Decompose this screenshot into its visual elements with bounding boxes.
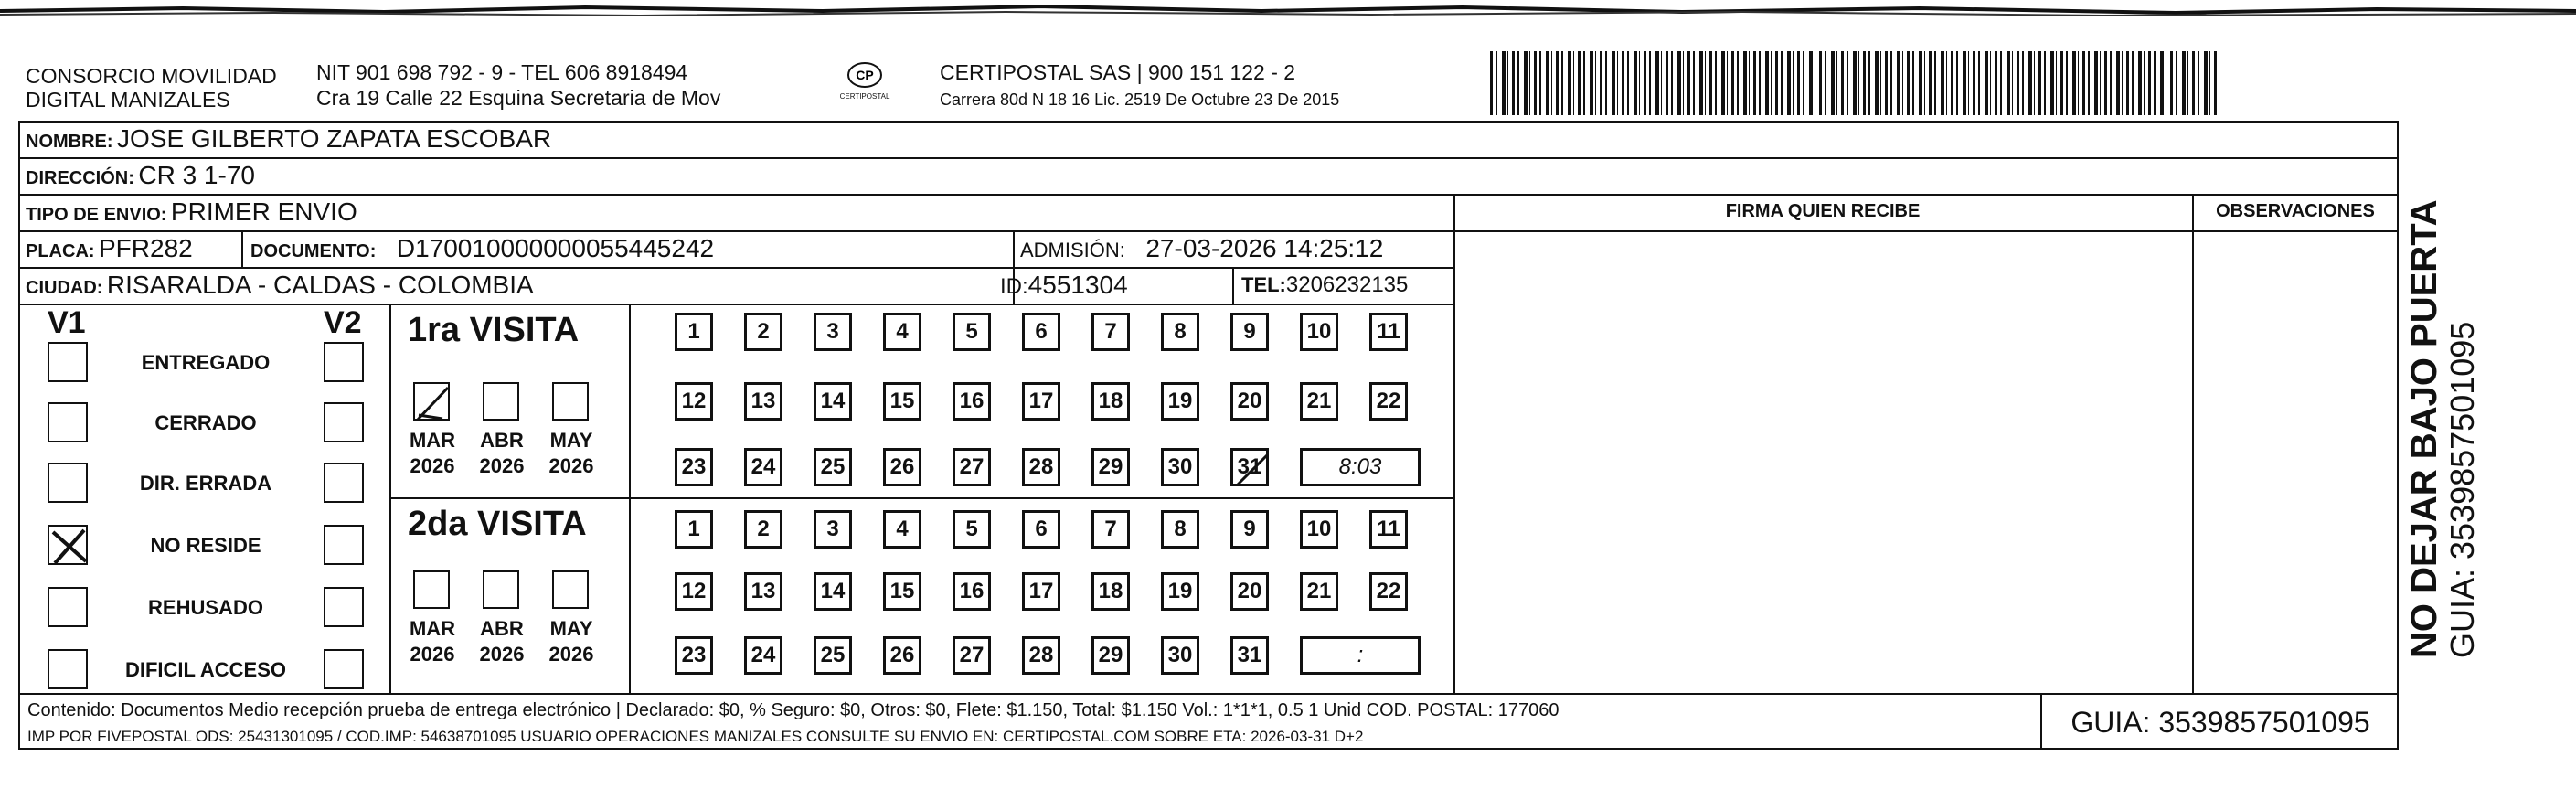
day-box[interactable]: 21 bbox=[1300, 572, 1338, 611]
tel-value: 3206232135 bbox=[1285, 272, 1409, 297]
documento-field bbox=[250, 234, 714, 263]
day-box[interactable]: 20 bbox=[1230, 572, 1269, 611]
torn-edge bbox=[0, 0, 2576, 27]
certipostal-logo bbox=[830, 60, 899, 101]
admision-label: ADMISIÓN: bbox=[1020, 239, 1125, 261]
side-text bbox=[2404, 110, 2481, 658]
day-box[interactable]: 5 bbox=[953, 510, 991, 549]
month-label: MAR bbox=[409, 617, 456, 640]
company-line1: CONSORCIO MOVILIDAD bbox=[26, 64, 277, 88]
day-box[interactable]: 12 bbox=[675, 382, 713, 421]
month-checkbox[interactable] bbox=[413, 382, 450, 421]
side-notice: NO DEJAR BAJO PUERTA bbox=[2404, 199, 2444, 658]
day-box[interactable]: 29 bbox=[1091, 636, 1130, 675]
carrier-info bbox=[940, 60, 1339, 110]
visit-time-box[interactable]: : bbox=[1300, 636, 1421, 675]
month-checkbox[interactable] bbox=[483, 570, 519, 609]
day-box[interactable]: 15 bbox=[883, 572, 921, 611]
day-box[interactable]: 19 bbox=[1161, 572, 1199, 611]
day-box[interactable]: 4 bbox=[883, 313, 921, 351]
admision-value: 27-03-2026 14:25:12 bbox=[1145, 234, 1384, 262]
col-divider bbox=[241, 230, 243, 267]
v1-checkbox[interactable] bbox=[48, 649, 88, 689]
v1-checkbox[interactable] bbox=[48, 402, 88, 442]
second-visit-title: 2da VISITA bbox=[408, 505, 587, 543]
month-checkbox[interactable] bbox=[483, 382, 519, 421]
day-box[interactable]: 7 bbox=[1091, 510, 1130, 549]
direccion-value: CR 3 1-70 bbox=[138, 161, 255, 189]
status-label: ENTREGADO bbox=[141, 351, 271, 374]
day-box[interactable]: 4 bbox=[883, 510, 921, 549]
day-box[interactable]: 24 bbox=[744, 448, 782, 486]
day-box[interactable]: 12 bbox=[675, 572, 713, 611]
nombre-field bbox=[26, 124, 551, 154]
month-year: 2026 bbox=[479, 643, 525, 666]
day-box[interactable]: 26 bbox=[883, 636, 921, 675]
v2-checkbox[interactable] bbox=[324, 649, 364, 689]
nit-line: NIT 901 698 792 - 9 - TEL 606 8918494 bbox=[316, 60, 688, 84]
company-contact bbox=[316, 60, 720, 110]
day-box[interactable]: 30 bbox=[1161, 448, 1199, 486]
month-year: 2026 bbox=[410, 454, 455, 477]
month-year: 2026 bbox=[548, 454, 594, 477]
day-mark bbox=[1233, 451, 1272, 489]
tipo-envio-field bbox=[26, 197, 357, 227]
day-box[interactable]: 16 bbox=[953, 572, 991, 611]
placa-field bbox=[26, 234, 193, 263]
day-box[interactable]: 15 bbox=[883, 382, 921, 421]
day-box[interactable]: 11 bbox=[1369, 313, 1408, 351]
day-box[interactable]: 26 bbox=[883, 448, 921, 486]
v2-header: V2 bbox=[324, 305, 362, 340]
footer-imp-line: IMP POR FIVEPOSTAL ODS: 25431301095 / COD.IMP: 54638701095 USUARIO OPERACIONES MANIZALES CONSULTE SU ENVIO EN: CERTIPOSTAL.COM SOBRE ETA: 2026-03-31 D+2 bbox=[27, 728, 1364, 745]
day-box[interactable]: 31 bbox=[1230, 448, 1269, 486]
col-divider bbox=[1453, 194, 1455, 693]
status-label: DIR. ERRADA bbox=[139, 472, 272, 495]
day-box[interactable]: 24 bbox=[744, 636, 782, 675]
month-checkbox[interactable] bbox=[552, 570, 589, 609]
col-divider bbox=[2192, 194, 2194, 693]
v2-checkbox[interactable] bbox=[324, 587, 364, 627]
month-label: MAR bbox=[409, 429, 456, 452]
ciudad-label: CIUDAD: bbox=[26, 278, 103, 298]
v1-checkbox[interactable] bbox=[48, 463, 88, 503]
row-divider bbox=[18, 267, 1453, 269]
day-box[interactable]: 27 bbox=[953, 636, 991, 675]
logo-icon bbox=[845, 60, 885, 90]
day-box[interactable]: 27 bbox=[953, 448, 991, 486]
barcode bbox=[1490, 51, 2218, 115]
day-box[interactable]: 23 bbox=[675, 448, 713, 486]
month-checkbox[interactable] bbox=[413, 570, 450, 609]
status-label: CERRADO bbox=[154, 411, 257, 434]
side-guia: GUIA: 3539857501095 bbox=[2443, 321, 2481, 658]
tipo-envio-value: PRIMER ENVIO bbox=[170, 197, 357, 226]
visit-divider bbox=[389, 497, 1453, 499]
day-box[interactable]: 9 bbox=[1230, 313, 1269, 351]
id-field bbox=[1000, 271, 1128, 300]
day-box[interactable]: 22 bbox=[1369, 572, 1408, 611]
day-box[interactable]: 16 bbox=[953, 382, 991, 421]
day-box[interactable]: 18 bbox=[1091, 572, 1130, 611]
visit-time-box[interactable]: 8:03 bbox=[1300, 448, 1421, 486]
row-divider bbox=[1453, 230, 2399, 232]
tipo-envio-label: TIPO DE ENVIO: bbox=[26, 205, 167, 225]
direccion-field bbox=[26, 161, 255, 190]
day-box[interactable]: 6 bbox=[1022, 313, 1060, 351]
month-label: MAY bbox=[549, 429, 593, 452]
day-box[interactable]: 21 bbox=[1300, 382, 1338, 421]
day-box[interactable]: 10 bbox=[1300, 510, 1338, 549]
id-label: ID: bbox=[1000, 274, 1028, 299]
day-box[interactable]: 25 bbox=[814, 448, 852, 486]
company-name bbox=[26, 64, 277, 112]
day-box[interactable]: 8 bbox=[1161, 510, 1199, 549]
first-visit-title: 1ra VISITA bbox=[408, 311, 580, 349]
day-box[interactable]: 3 bbox=[814, 510, 852, 549]
day-box[interactable]: 5 bbox=[953, 313, 991, 351]
documento-label: DOCUMENTO: bbox=[250, 241, 377, 261]
day-box[interactable]: 13 bbox=[744, 572, 782, 611]
day-box[interactable]: 14 bbox=[814, 572, 852, 611]
v1-header: V1 bbox=[48, 305, 86, 340]
status-label: DIFICIL ACCESO bbox=[124, 658, 286, 681]
observaciones-header: OBSERVACIONES bbox=[2216, 201, 2375, 221]
row-divider bbox=[18, 304, 1453, 305]
day-box[interactable]: 2 bbox=[744, 510, 782, 549]
tel-field bbox=[1241, 272, 1408, 298]
day-box[interactable]: 31 bbox=[1230, 636, 1269, 675]
logo-text: CERTIPOSTAL bbox=[839, 92, 890, 101]
status-label: NO RESIDE bbox=[150, 534, 261, 557]
day-box[interactable]: 6 bbox=[1022, 510, 1060, 549]
day-box[interactable]: 20 bbox=[1230, 382, 1269, 421]
day-box[interactable]: 3 bbox=[814, 313, 852, 351]
row-divider bbox=[18, 194, 2399, 196]
day-box[interactable]: 19 bbox=[1161, 382, 1199, 421]
admision-field bbox=[1020, 234, 1383, 263]
day-box[interactable]: 18 bbox=[1091, 382, 1130, 421]
day-box[interactable]: 17 bbox=[1022, 382, 1060, 421]
day-box[interactable]: 11 bbox=[1369, 510, 1408, 549]
direccion-label: DIRECCIÓN: bbox=[26, 168, 134, 188]
row-divider bbox=[18, 230, 1453, 232]
ciudad-field bbox=[26, 271, 534, 300]
day-box[interactable]: 25 bbox=[814, 636, 852, 675]
v2-checkbox[interactable] bbox=[324, 525, 364, 565]
svg-text:CP: CP bbox=[856, 68, 874, 82]
day-box[interactable]: 9 bbox=[1230, 510, 1269, 549]
footer-content-line: Contenido: Documentos Medio recepción prueba de entrega electrónico | Declarado: $0, % Seguro: $0, Otros: $0, Flete: $1.150, Total: $1.150 Vol.: 1*1*1, 0.5 1 Unid COD. POSTAL: 177060 bbox=[27, 700, 1559, 720]
nombre-label: NOMBRE: bbox=[26, 132, 113, 152]
col-divider bbox=[1232, 267, 1234, 304]
month-year: 2026 bbox=[410, 643, 455, 666]
status-label: REHUSADO bbox=[148, 596, 263, 619]
day-box[interactable]: 2 bbox=[744, 313, 782, 351]
v1-checkbox[interactable] bbox=[48, 587, 88, 627]
carrier-line: CERTIPOSTAL SAS | 900 151 122 - 2 bbox=[940, 60, 1296, 84]
month-year: 2026 bbox=[479, 454, 525, 477]
documento-value: D170010000000055445242 bbox=[396, 234, 715, 262]
month-label: ABR bbox=[480, 617, 524, 640]
month-label: MAY bbox=[549, 617, 593, 640]
day-box[interactable]: 1 bbox=[675, 313, 713, 351]
placa-label: PLACA: bbox=[26, 241, 95, 261]
ciudad-value: RISARALDA - CALDAS - COLOMBIA bbox=[106, 271, 534, 299]
month-checkbox[interactable] bbox=[552, 382, 589, 421]
month-year: 2026 bbox=[548, 643, 594, 666]
day-box[interactable]: 23 bbox=[675, 636, 713, 675]
address-line: Cra 19 Calle 22 Esquina Secretaria de Mov bbox=[316, 86, 721, 110]
company-line2: DIGITAL MANIZALES bbox=[26, 88, 230, 112]
day-box[interactable]: 14 bbox=[814, 382, 852, 421]
carrier-address: Carrera 80d N 18 16 Lic. 2519 De Octubre 23 De 2015 bbox=[940, 91, 1340, 109]
v2-checkbox[interactable] bbox=[324, 342, 364, 382]
v1-checkbox[interactable] bbox=[48, 342, 88, 382]
day-box[interactable]: 30 bbox=[1161, 636, 1199, 675]
row-divider bbox=[18, 157, 2399, 159]
tel-label: TEL: bbox=[1241, 273, 1286, 296]
day-box[interactable]: 28 bbox=[1022, 636, 1060, 675]
v2-checkbox[interactable] bbox=[324, 463, 364, 503]
id-value: 4551304 bbox=[1027, 271, 1128, 299]
placa-value: PFR282 bbox=[99, 234, 193, 262]
firma-header: FIRMA QUIEN RECIBE bbox=[1725, 201, 1921, 221]
day-box[interactable]: 17 bbox=[1022, 572, 1060, 611]
v1-checkbox[interactable] bbox=[48, 525, 88, 565]
month-label: ABR bbox=[480, 429, 524, 452]
day-box[interactable]: 29 bbox=[1091, 448, 1130, 486]
day-box[interactable]: 28 bbox=[1022, 448, 1060, 486]
day-box[interactable]: 22 bbox=[1369, 382, 1408, 421]
v2-checkbox[interactable] bbox=[324, 402, 364, 442]
day-box[interactable]: 10 bbox=[1300, 313, 1338, 351]
day-box[interactable]: 1 bbox=[675, 510, 713, 549]
day-box[interactable]: 7 bbox=[1091, 313, 1130, 351]
day-box[interactable]: 8 bbox=[1161, 313, 1199, 351]
footer-guia: GUIA: 3539857501095 bbox=[2070, 706, 2370, 739]
day-box[interactable]: 13 bbox=[744, 382, 782, 421]
nombre-value: JOSE GILBERTO ZAPATA ESCOBAR bbox=[117, 124, 552, 153]
